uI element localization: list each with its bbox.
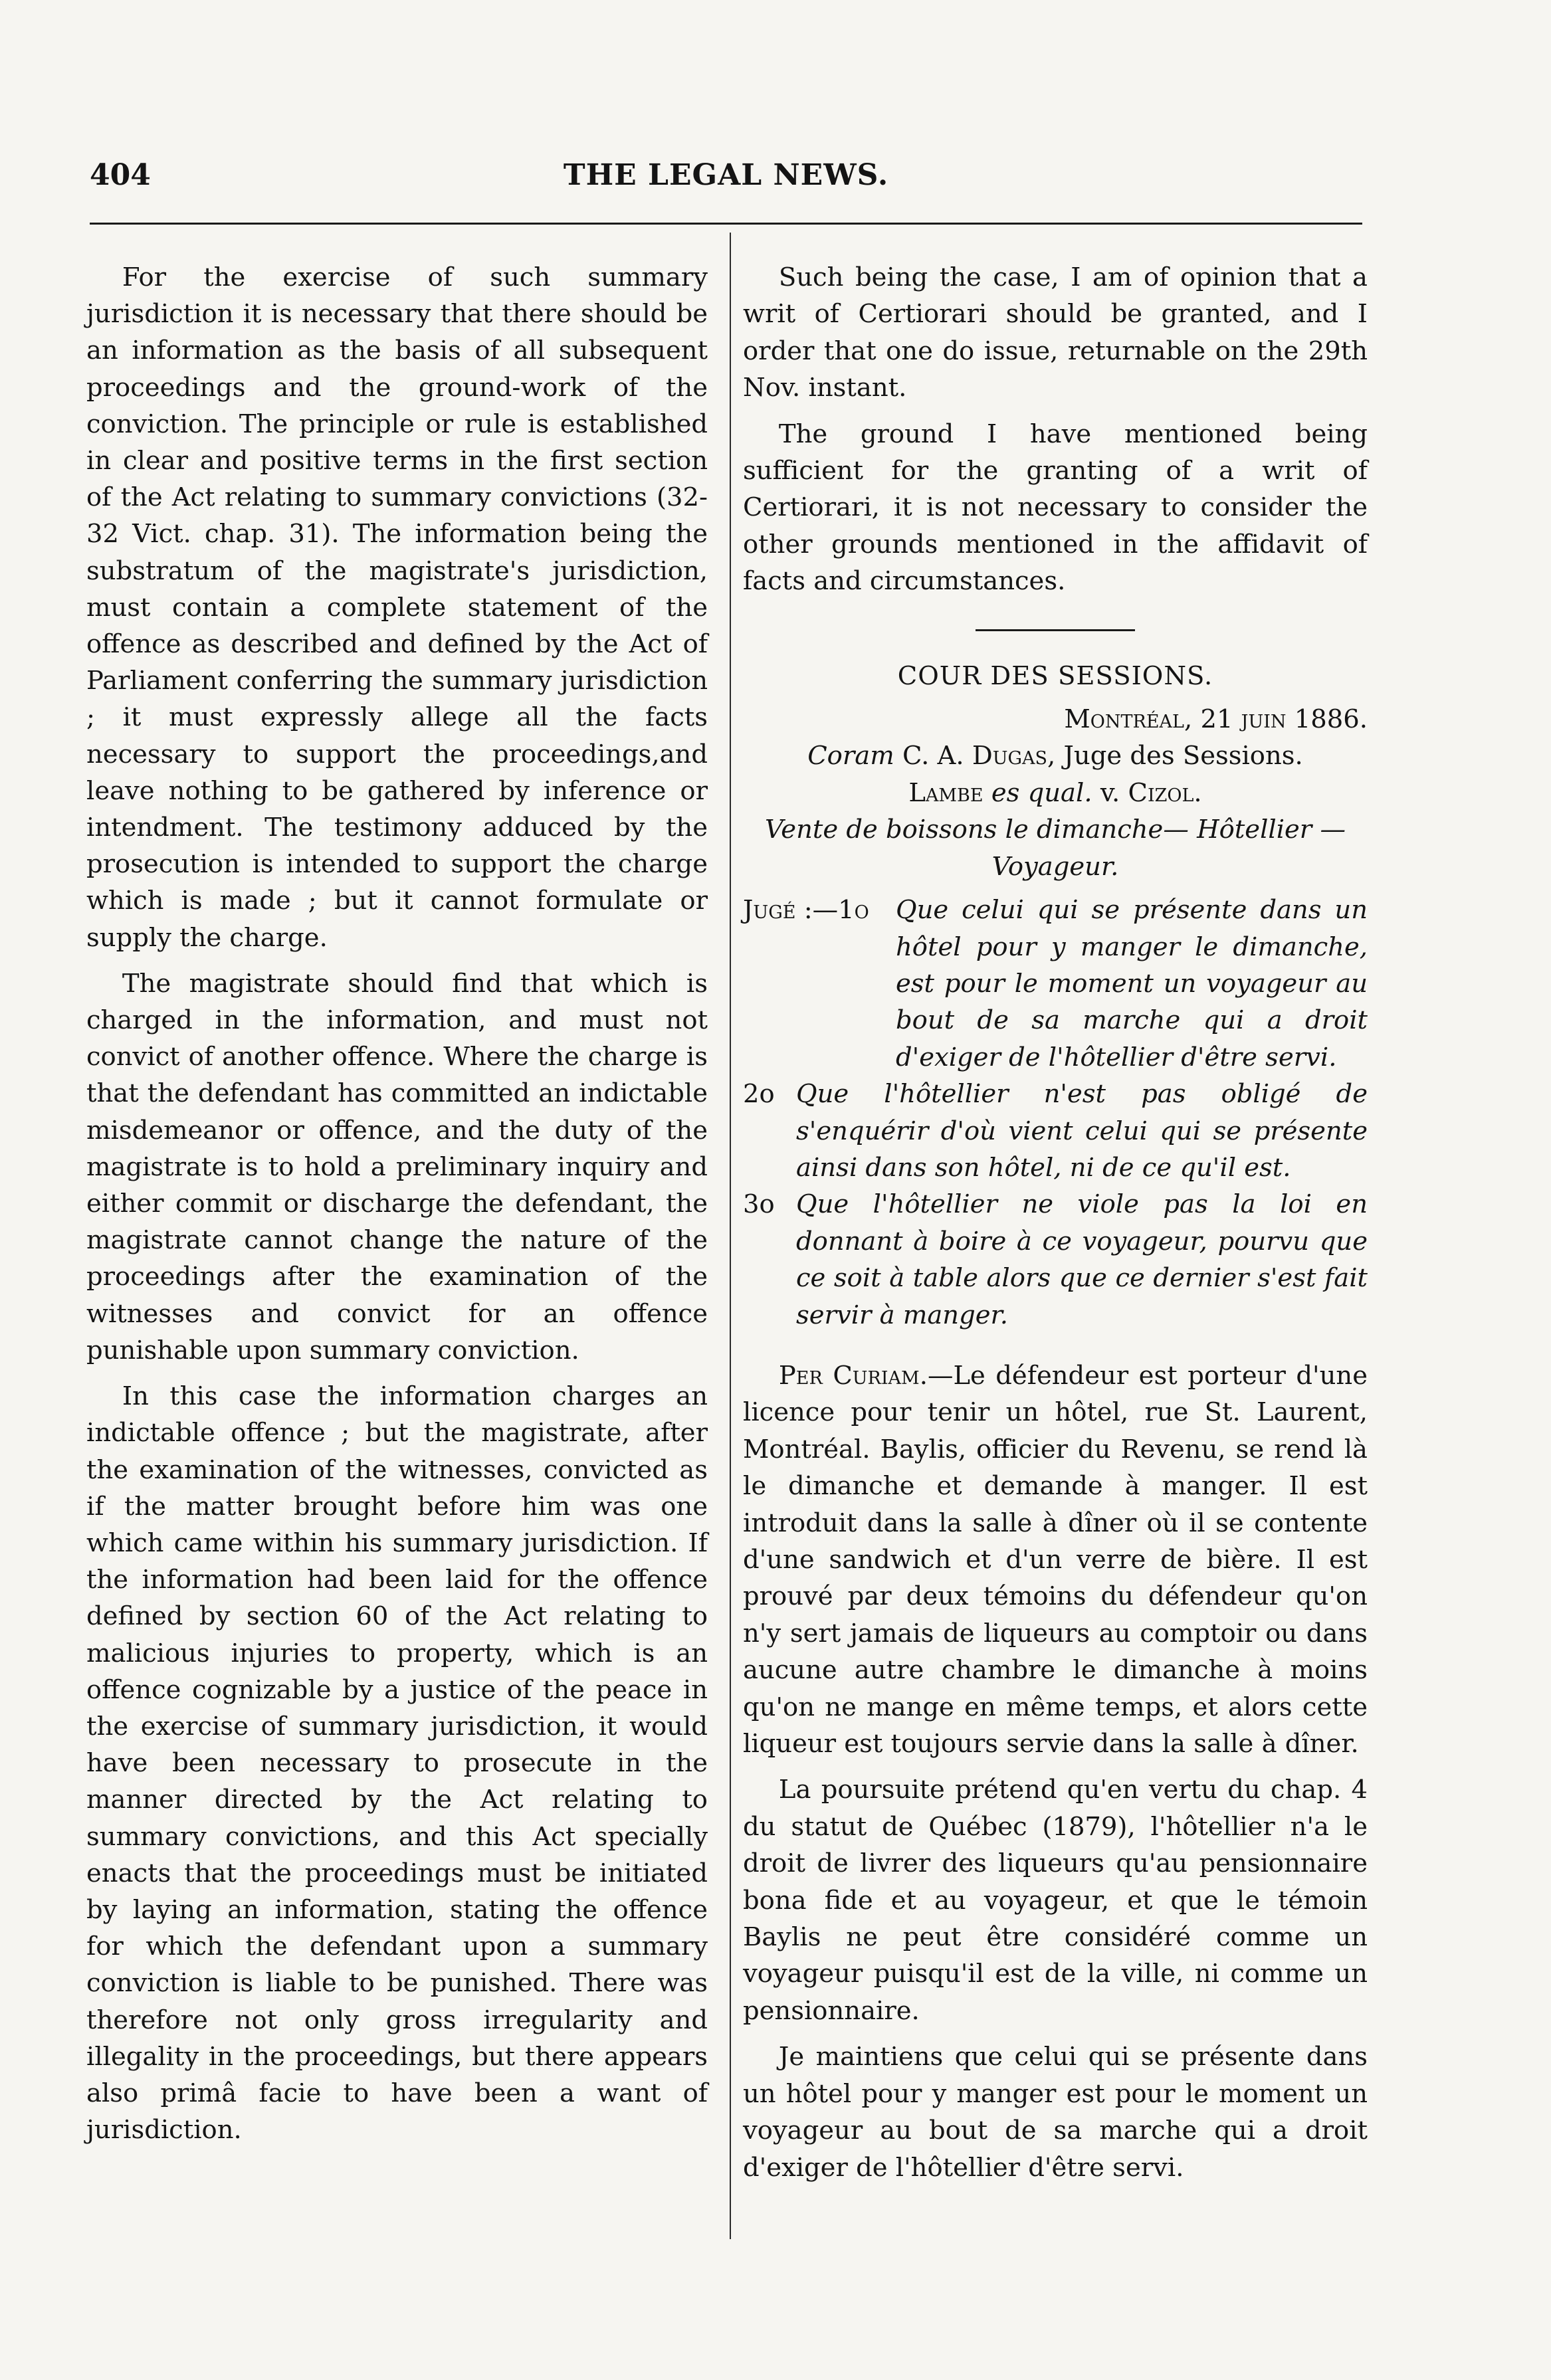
- court-title: COUR DES SESSIONS.: [897, 660, 1213, 691]
- coram-suffix: Juge des Sessions.: [1063, 741, 1303, 771]
- left-paragraph-3: In this case the information charges an indictable offence ; but the magistrate, after the examination of the witnesses, convicted as if the matter brought before him was one which came within his summary jurisdiction. If the information had been laid for the offence defined by section 60 of the Act relating to malicious injuries to property, which is an offence cognizable by a justice of the peace in the exercise of summary jurisdiction, it would have been necessary to prosecute in the manner directed by the Act relating to summary convictions, and this Act specially enacts that the proceedings must be initiated by laying an information, stating the offence for which the defendant upon a summary conviction is liable to be punished. There was therefore not only gross irregularity and illegality in the proceedings, but there appears also primâ facie to have been a want of jurisdiction.: [86, 1381, 708, 2145]
- case-party-1: Lambe: [908, 777, 983, 808]
- coram-line: [743, 738, 1368, 774]
- poursuite-paragraph: La poursuite prétend qu'en vertu du chap. 4 du statut de Québec (1879), l'hôtellier n'a le droit de livrer des liqueurs qu'au pensionnaire bona fide et au voyageur, et que le témoin Baylis ne peut être considéré comme un voyageur puisqu'il est de la ville, ni comme un pensionnaire.: [743, 1775, 1368, 2026]
- per-curiam-paragraph: [743, 1357, 1368, 1762]
- holding-2: [743, 1076, 1368, 1186]
- case-subject: Vente de boissons le dimanche— Hôtellier — Voyageur.: [765, 815, 1346, 882]
- case-party-2: Cizol.: [1128, 777, 1202, 808]
- case-versus: v.: [1100, 777, 1120, 808]
- case-qualifier: es qual.: [991, 777, 1092, 808]
- holding-3-text: Que l'hôtellier ne viole pas la loi en donnant à boire à ce voyageur, pourvu que ce soit à table alors que ce dernier s'est fait servir à manger.: [796, 1189, 1368, 1330]
- coram-prefix: Coram: [807, 741, 894, 771]
- holding-2-number: 2o: [743, 1079, 775, 1110]
- left-paragraph-1: For the exercise of such summary jurisdiction it is necessary that there should be an information as the basis of all subsequent proceedings and the ground-work of the conviction. The principle or rule is established in clear and positive terms in the first section of the Act relating to summary convictions (32-32 Vict. chap. 31). The information being the substratum of the magistrate's jurisdiction, must contain a complete statement of the offence as described and defined by the Act of Parliament conferring the summary jurisdiction ; it must expressly allege all the facts necessary to support the proceedings,and leave nothing to be gathered by inference or intendment. The testimony adduced by the prosecution is intended to support the charge which is made ; but it cannot formulate or supply the charge.: [86, 262, 708, 953]
- holding-2-text: Que l'hôtellier n'est pas obligé de s'enquérir d'où vient celui qui se présente ainsi dans son hôtel, ni de ce qu'il est.: [796, 1079, 1368, 1183]
- case-name-line: [743, 775, 1368, 811]
- per-curiam-text: —Le défendeur est porteur d'une licence pour tenir un hôtel, rue St. Laurent, Montréal. Baylis, officier du Revenu, se rend là le dimanche et demande à manger. Il est introduit dans la salle à dîner où il se contente d'une sandwich et d'un verre de bière. Il est prouvé par deux témoins du défendeur qu'on n'y sert jamais de liqueurs au comptoir ou dans aucune autre chambre le dimanche à moins qu'on ne mange en même temps, et alors cette liqueur est toujours servie dans la salle à dîner.: [743, 1360, 1368, 1759]
- place-date: Montréal, 21 juin 1886.: [1064, 704, 1368, 735]
- running-title: THE LEGAL NEWS.: [563, 158, 889, 192]
- holding-3: [743, 1186, 1368, 1334]
- column-divider: [730, 233, 731, 2239]
- right-column: [743, 259, 1368, 2186]
- holding-3-number: 3o: [743, 1189, 775, 1220]
- right-paragraph-2: The ground I have mentioned being sufficient for the granting of a writ of Certiorari, it is not necessary to consider the other grounds mentioned in the affidavit of facts and circumstances.: [743, 419, 1368, 597]
- per-curiam-label: Per Curiam.: [778, 1360, 928, 1391]
- left-paragraph-2: The magistrate should find that which is charged in the information, and must not convict of another offence. Where the charge is that the defendant has committed an indictable misdemeanor or offence, and the duty of the magistrate is to hold a preliminary inquiry and either commit or discharge the defendant, the magistrate cannot change the nature of the proceedings after the examination of the witnesses and convict for an offence punishable upon summary conviction.: [86, 968, 708, 1365]
- holding-1-number: Jugé :—1o: [743, 895, 869, 926]
- page-header: [90, 158, 1362, 205]
- maintiens-paragraph: Je maintiens que celui qui se présente dans un hôtel pour y manger est pour le moment un voyageur au bout de sa marche qui a droit d'exiger de l'hôtellier d'être servi.: [743, 2042, 1368, 2183]
- section-rule: [976, 629, 1135, 631]
- coram-name: C. A. Dugas,: [902, 741, 1056, 771]
- header-rule: [90, 223, 1362, 225]
- right-paragraph-1: Such being the case, I am of opinion that a writ of Certiorari should be granted, and I order that one do issue, returnable on the 29th Nov. instant.: [743, 262, 1368, 403]
- left-column: [86, 259, 708, 2148]
- holding-1-text: Que celui qui se présente dans un hôtel pour y manger le dimanche, est pour le moment un voyageur au bout de sa marche qui a droit d'exiger de l'hôtellier d'être servi.: [896, 895, 1368, 1072]
- page-number: 404: [90, 158, 151, 192]
- holding-1: [743, 892, 1368, 1076]
